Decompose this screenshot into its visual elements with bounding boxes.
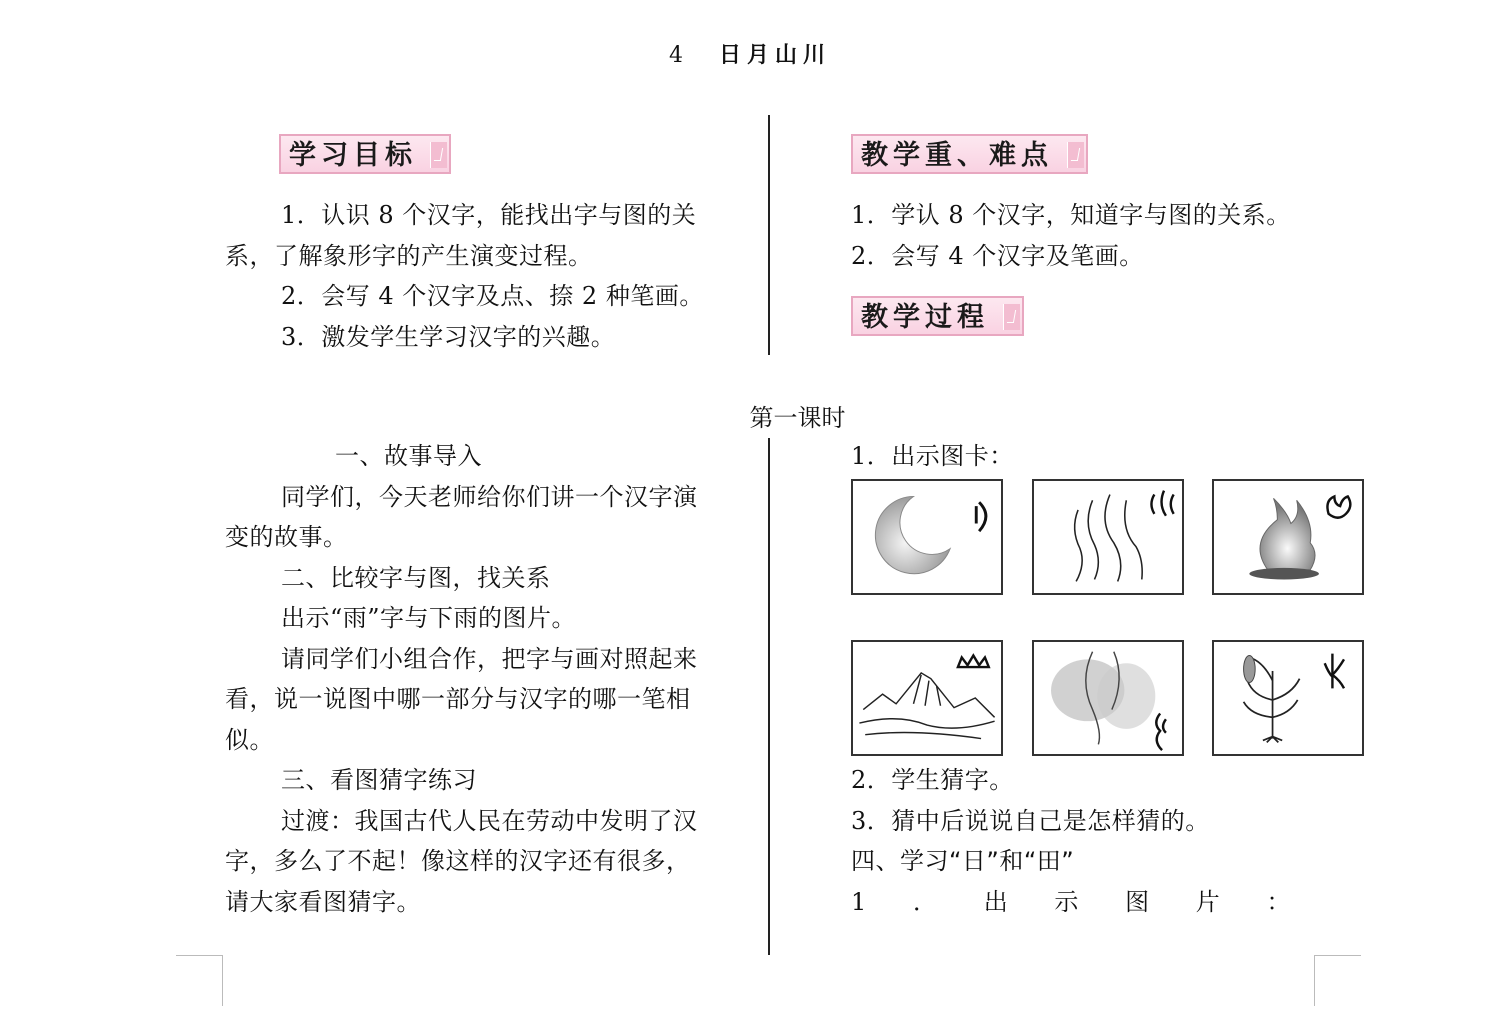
step-2: 2．学生猜字。 [851, 766, 1014, 794]
key-point-1: 1．学认 8 个汉字，知道字与图的关系。 [851, 201, 1291, 229]
lesson-title: 日月山川 [718, 42, 831, 68]
goal-3: 3．激发学生学习汉字的兴趣。 [281, 322, 616, 351]
picture-card-fire [1212, 479, 1364, 595]
key-points-label: 教学重、难点 [861, 140, 1053, 171]
fire-icon [1214, 481, 1362, 593]
goal-2: 2．会写 4 个汉字及点、捺 2 种笔画。 [281, 282, 704, 310]
lesson-number: 4 [668, 43, 689, 68]
picture-card-grain [1212, 640, 1364, 756]
para-1-line-1: 同学们，今天老师给你们讲一个汉字演 [281, 482, 698, 511]
page-header [0, 38, 1500, 69]
goal-1-line-2: 系，了解象形字的产生演变过程。 [225, 241, 593, 270]
step-1: 1．出示图卡： [851, 442, 1014, 470]
step-4-char: 出 [983, 887, 1009, 916]
key-point-2: 2．会写 4 个汉字及笔画。 [851, 241, 1144, 270]
step-4-char: 1 [851, 887, 867, 916]
learning-goals-label: 学习目标 [289, 140, 417, 171]
teaching-process-badge [851, 296, 1024, 336]
bottom-divider [768, 438, 770, 955]
key-points-badge [851, 134, 1088, 174]
flag-icon [430, 142, 447, 168]
step-4-char: 示 [1054, 887, 1079, 916]
step-4-char: 片 [1195, 887, 1221, 916]
grain-icon [1214, 642, 1362, 754]
para-2: 出示“雨”字与下雨的图片。 [281, 604, 577, 632]
section-heading-3: 三、看图猜字练习 [281, 766, 477, 794]
picture-card-stone [1032, 640, 1184, 756]
crop-mark-right [1314, 955, 1361, 1006]
stone-icon [1034, 642, 1182, 754]
flag-icon [1003, 304, 1020, 330]
crop-mark-left [176, 955, 223, 1006]
section-heading-2: 二、比较字与图，找关系 [281, 563, 551, 592]
picture-card-mountain [851, 640, 1003, 756]
step-4-char: 图 [1125, 887, 1150, 916]
para-1-line-2: 变的故事。 [225, 523, 348, 551]
learning-goals-badge [279, 134, 451, 174]
learning-goals-list [225, 195, 745, 357]
water-icon [1034, 481, 1182, 593]
mountain-icon [853, 642, 1001, 754]
picture-card-water [1032, 479, 1184, 595]
step-3: 3．猜中后说说自己是怎样猜的。 [851, 806, 1210, 835]
para-4-line-1: 过渡：我国古代人民在劳动中发明了汉 [281, 806, 698, 835]
right-column-lower [851, 760, 1371, 922]
key-points-list [851, 195, 1371, 276]
moon-icon [853, 481, 1001, 593]
top-divider [768, 115, 770, 355]
para-3-line-1: 请同学们小组合作，把字与画对照起来 [281, 644, 698, 673]
para-3-line-3: 似。 [225, 725, 274, 754]
picture-card-moon [851, 479, 1003, 595]
left-column [225, 436, 745, 922]
goal-1-line-1: 1．认识 8 个汉字，能找出字与图的关 [281, 201, 697, 229]
para-4-line-3: 请大家看图猜字。 [225, 887, 421, 916]
section-heading-1: 一、故事导入 [335, 442, 482, 470]
teaching-process-label: 教学过程 [861, 302, 989, 333]
step-4-char: ： [1266, 887, 1291, 916]
step-4-spread [851, 882, 1291, 923]
para-3-line-2: 看，说一说图中哪一部分与汉字的哪一笔相 [225, 685, 691, 713]
section-heading-4: 四、学习“日”和“田” [851, 847, 1075, 875]
para-4-line-2: 字，多么了不起！像这样的汉字还有很多， [225, 847, 691, 875]
step-4-char: ． [912, 887, 938, 916]
flag-icon [1067, 142, 1084, 168]
first-lesson-heading: 第一课时 [749, 404, 846, 432]
